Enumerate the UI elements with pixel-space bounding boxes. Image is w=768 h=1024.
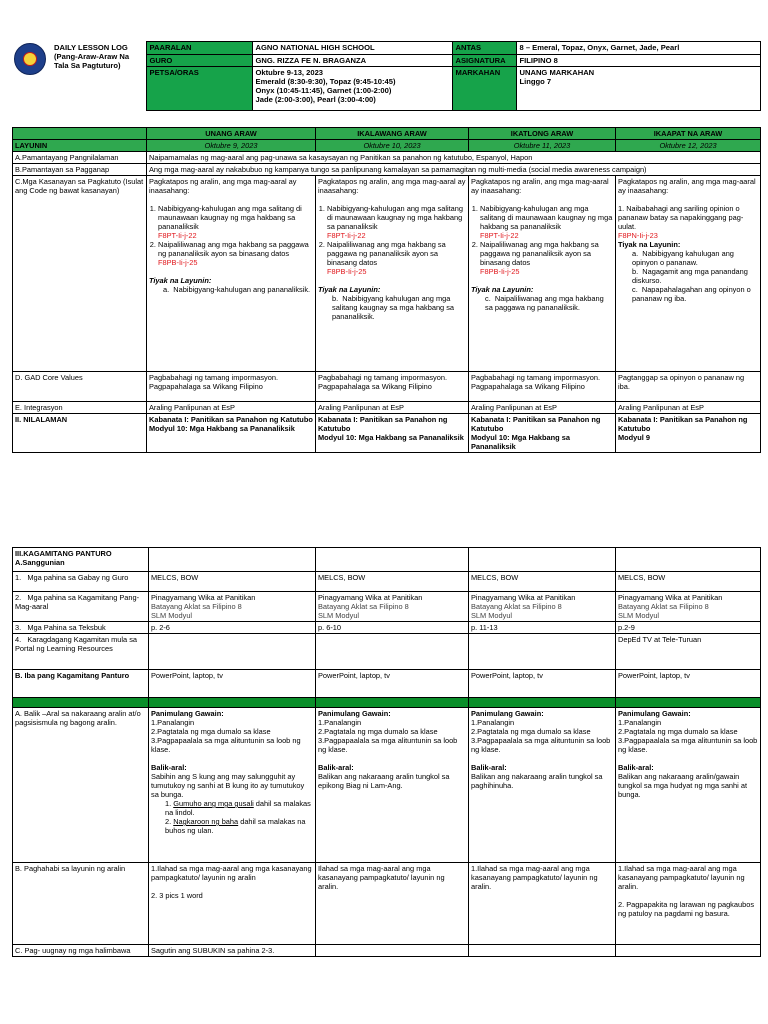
balik-heading: Balik-aral: [618, 763, 654, 772]
pamantayang-text: Naipamamalas ng mag-aaral ang pag-unawa sa kasaysayan ng Panitikan sa panahon ng katutubo, Espanyol, Hapon [147, 152, 761, 164]
layunin-header-spacer [13, 128, 147, 140]
intro-text: Pagkatapos ng aralin, ang mga mag-aaral ay inaasahang: [149, 177, 297, 195]
balik-aral-day3: Panimulang Gawain: 1.Panalangin 2.Pagtatala ng mga dumalo sa klase 3.Pagpapaalala sa mga alituntunin sa loob ng klase. Balik-aral: Balikan ang nakaraang aralin tungkol sa paghihinuha. [469, 708, 616, 863]
objective-item: 2. Naipaliliwanag ang mga hakbang sa paggawa ng pananaliksik ayon sa binasang datos F8PB-Ii-j-25 [158, 240, 313, 267]
objective-item: 2. Naipaliliwanag ang mga hakbang sa paggawa ng pananaliksik ayon sa binasang datos F8PB-Ii-j-25 [327, 240, 466, 276]
petsa-value [252, 67, 452, 111]
tiyak-heading: Tiyak na Layunin: [471, 285, 534, 294]
petsa-line: Jade (2:00-3:00), Pearl (3:00-4:00) [255, 95, 376, 104]
paghahabi-day2: Ilahad sa mga mag-aaral ang mga kasanayang pampagkatuto/ layunin ng aralin. [316, 863, 469, 945]
teksbuk-day2: p. 6-10 [316, 622, 469, 634]
pag-uugnay-label: C. Pag- uugnay ng mga halimbawa [13, 945, 149, 957]
kasanayan-day2 [316, 176, 469, 372]
day4-name: IKAAPAT NA ARAW [616, 128, 761, 140]
paghahabi-label: B. Paghahabi sa layunin ng aralin [13, 863, 149, 945]
intro-text: Pagkatapos ng aralin, ang mga mag-aaral ay inaasahang: [318, 177, 466, 195]
day2-date: Oktubre 10, 2023 [316, 140, 469, 152]
lesson-table-bottom [12, 547, 761, 957]
iba-pang-day2: PowerPoint, laptop, tv [316, 670, 469, 698]
competency-code: F8PB-Ii-j-25 [158, 258, 198, 267]
markahan-line: Linggo 7 [519, 77, 552, 86]
kagamitang-day3: Pinagyamang Wika at Panitikan Batayang Aklat sa Filipino 8 SLM Modyul [469, 592, 616, 622]
asignatura-label: ASIGNATURA [452, 55, 516, 67]
balik-aral-day4: Panimulang Gawain: 1.Panalangin 2.Pagtatala ng mga dumalo sa klase 3.Pagpapaalala sa mga alituntunin sa loob ng klase. Balik-aral: Balikan ang nakaraang aralin/gawain tungkol sa mga hudyat ng mga sanhi at bunga. [616, 708, 761, 863]
balik-aral-day1: Panimulang Gawain: 1.Panalangin 2.Pagtatala ng mga dumalo sa klase 3.Pagpapaalala sa mga alituntunin sa loob ng klase. Balik-aral: Sabihin ang S kung ang may salungguhit ay tumutukoy ng sanhi at B kung ito ay tumutukoy sa bunga. 1. Gumuho ang mga gusali dahil sa malakas na lindol. 2. Nagkaroon ng baha dahil sa malakas na buhos ng ulan. [149, 708, 316, 863]
tiyak-item: b. Nabibigyang kahulugan ang mga salitang kaugnay sa mga hakbang sa pananaliksik. [332, 294, 455, 321]
gad-label: D. GAD Core Values [13, 372, 147, 402]
portal-day4: DepEd TV at Tele-Turuan [616, 634, 761, 670]
log-title: DAILY LESSON LOG [54, 42, 128, 52]
nilalaman-day2: Kabanata I: Panitikan sa Panahon ng Katutubo Modyul 10: Mga Hakbang sa Pananaliksik [316, 414, 469, 453]
balik-heading: Balik-aral: [471, 763, 507, 772]
balik-item: 2. Nagkaroon ng baha dahil sa malakas na buhos ng ulan. [165, 817, 306, 835]
panimulang-heading: Panimulang Gawain: [151, 709, 224, 718]
objective-item: 1. Nabibigyang-kahulugan ang mga salitang di maunawaan kaugnay ng mga hakbang sa pananaliksik F8PT-Ii-j-22 [327, 204, 466, 240]
day3-date: Oktubre 11, 2023 [469, 140, 616, 152]
paghahabi-day4: 1.Ilahad sa mga mag-aaral ang mga kasanayang pampagkatuto/ layunin ng aralin. 2. Pagpapakita ng larawan ng pagkaubos ng patuloy na pagdami ng basura. [616, 863, 761, 945]
petsa-line: Onyx (10:45-11:45), Garnet (1:00-2:00) [255, 86, 392, 95]
header-table [12, 41, 761, 111]
pamantayang-label: A.Pamantayang Pangnilalaman [13, 152, 147, 164]
day2-name: IKALAWANG ARAW [316, 128, 469, 140]
markahan-label: MARKAHAN [452, 67, 516, 111]
guro-value: GNG. RIZZA FE N. BRAGANZA [252, 55, 452, 67]
objective-item: 2. Naipaliliwanag ang mga hakbang sa paggawa ng pananaliksik ayon sa binasang datos F8PB-Ii-j-25 [480, 240, 613, 276]
balik-item: 1. Gumuho ang mga gusali dahil sa malakas na lindol. [165, 799, 311, 817]
tiyak-item: b. Nagagamit ang mga panandang diskurso. [632, 267, 748, 285]
portal-day2 [316, 634, 469, 670]
panimulang-heading: Panimulang Gawain: [471, 709, 544, 718]
kagamitang-day2: Pinagyamang Wika at Panitikan Batayang Aklat sa Filipino 8 SLM Modyul [316, 592, 469, 622]
kagamitang-day4: Pinagyamang Wika at Panitikan Batayang Aklat sa Filipino 8 SLM Modyul [616, 592, 761, 622]
panimulang-heading: Panimulang Gawain: [618, 709, 691, 718]
iba-pang-day3: PowerPoint, laptop, tv [469, 670, 616, 698]
day1-name: UNANG ARAW [147, 128, 316, 140]
pag-uugnay-day1: Sagutin ang SUBUKIN sa pahina 2-3. [149, 945, 316, 957]
teksbuk-day4: p.2-9 [616, 622, 761, 634]
balik-heading: Balik-aral: [318, 763, 354, 772]
petsa-line: Emerald (8:30-9:30), Topaz (9:45-10:45) [255, 77, 396, 86]
portal-day3 [469, 634, 616, 670]
tiyak-heading: Tiyak na Layunin: [149, 276, 212, 285]
balik-aral-label: A. Balik –Aral sa nakaraang aralin at/o pagsisismula ng bagong aralin. [13, 708, 149, 863]
log-subtitle: (Pang-Araw-Araw Na Tala Sa Pagtuturo) [54, 51, 130, 70]
integrasyon-day2: Araling Panlipunan at EsP [316, 402, 469, 414]
competency-code: F8PB-Ii-j-25 [327, 267, 367, 276]
tiyak-item: c. Naipaliliwanag ang mga hakbang sa paggawa ng pananaliksik. [485, 294, 604, 312]
empty-cell [149, 548, 316, 572]
paaralan-label: PAARALAN [146, 42, 252, 55]
antas-label: ANTAS [452, 42, 516, 55]
intro-text: Pagkatapos ng aralin, ang mga mag-aaral ay inaasahang: [618, 177, 756, 195]
markahan-line: UNANG MARKAHAN [519, 68, 595, 77]
objective-item: 1. Nabibigyang-kahulugan ang mga salitang di maunawaan kaugnay ng mga hakbang sa pananaliksik F8PT-Ii-j-22 [480, 204, 613, 240]
nilalaman-day4: Kabanata I: Panitikan sa Panahon ng Katutubo Modyul 9 [616, 414, 761, 453]
nilalaman-label: II. NILALAMAN [13, 414, 147, 453]
teksbuk-day3: p. 11-13 [469, 622, 616, 634]
pagganap-label: B.Pamantayan sa Pagganap [13, 164, 147, 176]
green-divider [316, 698, 469, 708]
gad-day4: Pagtanggap sa opinyon o pananaw ng iba. [616, 372, 761, 402]
integrasyon-label: E. Integrasyon [13, 402, 147, 414]
markahan-value [516, 67, 760, 111]
competency-code: F8PT-Ii-j-22 [158, 231, 197, 240]
pag-uugnay-day2 [316, 945, 469, 957]
kasanayan-label: C.Mga Kasanayan sa Pagkatuto (Isulat ang Code ng bawat kasanayan) [13, 176, 147, 372]
gabay-day4: MELCS, BOW [616, 572, 761, 592]
objectives-list [471, 204, 613, 276]
gabay-label: 1. Mga pahina sa Gabay ng Guro [13, 572, 149, 592]
integrasyon-day3: Araling Panlipunan at EsP [469, 402, 616, 414]
lesson-table-top [12, 127, 761, 453]
green-divider [616, 698, 761, 708]
iba-pang-label: B. Iba pang Kagamitang Panturo [13, 670, 149, 698]
green-divider [149, 698, 316, 708]
balik-heading: Balik-aral: [151, 763, 187, 772]
integrasyon-day4: Araling Panlipunan at EsP [616, 402, 761, 414]
gad-day1: Pagbabahagi ng tamang impormasyon. Pagpapahalaga sa Wikang Filipino [147, 372, 316, 402]
kasanayan-day3 [469, 176, 616, 372]
kagamitang-mag-aaral-label: 2. Mga pahina sa Kagamitang Pang-Mag-aaral [13, 592, 149, 622]
guro-label: GURO [146, 55, 252, 67]
layunin-label: LAYUNIN [13, 140, 147, 152]
day1-date: Oktubre 9, 2023 [147, 140, 316, 152]
kasanayan-day1 [147, 176, 316, 372]
intro-text: Pagkatapos ng aralin, ang mga mag-aaral ay inaasahang: [471, 177, 609, 195]
balik-aral-day2: Panimulang Gawain: 1.Panalangin 2.Pagtatala ng mga dumalo sa klase 3.Pagpapaalala sa mga alituntunin sa loob ng klase. Balik-aral: Balikan ang nakaraang aralin tungkol sa epikong Biag ni Lam-Ang. [316, 708, 469, 863]
kagamitang-day1: Pinagyamang Wika at Panitikan Batayang Aklat sa Filipino 8 SLM Modyul [149, 592, 316, 622]
competency-code: F8PT-Ii-j-22 [327, 231, 366, 240]
gabay-day3: MELCS, BOW [469, 572, 616, 592]
competency-code: F8PB-Ii-j-25 [480, 267, 520, 276]
tiyak-heading: Tiyak na Layunin: [618, 240, 681, 249]
gabay-day2: MELCS, BOW [316, 572, 469, 592]
antas-value: 8 – Emeral, Topaz, Onyx, Garnet, Jade, Pearl [516, 42, 760, 55]
kagamitang-label: III.KAGAMITANG PANTURO A.Sanggunian [13, 548, 149, 572]
petsa-line: Oktubre 9-13, 2023 [255, 68, 324, 77]
pag-uugnay-day3 [469, 945, 616, 957]
nilalaman-day1: Kabanata I: Panitikan sa Panahon ng Katutubo Modyul 10: Mga Hakbang sa Pananaliksik [147, 414, 316, 453]
tiyak-item: a. Nabibigyang kahulugan ang opinyon o pananaw. [632, 249, 734, 267]
gabay-day1: MELCS, BOW [149, 572, 316, 592]
empty-cell [469, 548, 616, 572]
asignatura-value: FILIPINO 8 [516, 55, 760, 67]
portal-day1 [149, 634, 316, 670]
objective-item: 1. Naibabahagi ang sariling opinion o pananaw batay sa napakinggang pag-uulat. F8PN-Ii-j-23 [618, 204, 744, 240]
pagganap-text: Ang mga mag-aaral ay nakabubuo ng kampanya tungo sa panlipunang kamalayan sa pamamagitan ng multi-media (social media awareness campaign) [147, 164, 761, 176]
gad-day3: Pagbabahagi ng tamang impormasyon. Pagpapahalaga sa Wikang Filipino [469, 372, 616, 402]
teksbuk-label: 3. Mga Pahina sa Teksbuk [13, 622, 149, 634]
integrasyon-day1: Araling Panlipunan at EsP [147, 402, 316, 414]
tiyak-item: a. Nabibigyang-kahulugan ang pananaliksik. [163, 285, 311, 294]
empty-cell [316, 548, 469, 572]
portal-label: 4. Karagdagang Kagamitan mula sa Portal ng Learning Resources [13, 634, 149, 670]
paaralan-value: AGNO NATIONAL HIGH SCHOOL [252, 42, 452, 55]
competency-code: F8PT-Ii-j-22 [480, 231, 519, 240]
nilalaman-day3: Kabanata I: Panitikan sa Panahon ng Katutubo Modyul 10: Mga Hakbang sa Pananaliksik [469, 414, 616, 453]
teksbuk-day1: p. 2-6 [149, 622, 316, 634]
green-divider [469, 698, 616, 708]
petsa-label: PETSA/ORAS [146, 67, 252, 111]
tiyak-heading: Tiyak na Layunin: [318, 285, 381, 294]
paghahabi-day1: 1.Ilahad sa mga mag-aaral ang mga kasanayang pampagkatuto/ layunin ng aralin 2. 3 pics 1 word [149, 863, 316, 945]
pag-uugnay-day4 [616, 945, 761, 957]
green-divider [13, 698, 149, 708]
tiyak-item: c. Napapahalagahan ang opinyon o pananaw ng iba. [632, 285, 751, 303]
day3-name: IKATLONG ARAW [469, 128, 616, 140]
objective-item: 1. Nabibigyang-kahulugan ang mga salitang di maunawaan kaugnay ng mga hakbang sa pananaliksik F8PT-Ii-j-22 [158, 204, 313, 240]
gad-day2: Pagbabahagi ng tamang impormasyon. Pagpapahalaga sa Wikang Filipino [316, 372, 469, 402]
kasanayan-day4 [616, 176, 761, 372]
empty-cell [616, 548, 761, 572]
objectives-list [318, 204, 466, 276]
day4-date: Oktubre 12, 2023 [616, 140, 761, 152]
log-title-cell [12, 42, 146, 111]
iba-pang-day4: PowerPoint, laptop, tv [616, 670, 761, 698]
paghahabi-day3: 1.Ilahad sa mga mag-aaral ang mga kasanayang pampagkatuto/ layunin ng aralin. [469, 863, 616, 945]
panimulang-heading: Panimulang Gawain: [318, 709, 391, 718]
iba-pang-day1: PowerPoint, laptop, tv [149, 670, 316, 698]
objectives-list [149, 204, 313, 267]
competency-code: F8PN-Ii-j-23 [618, 231, 658, 240]
